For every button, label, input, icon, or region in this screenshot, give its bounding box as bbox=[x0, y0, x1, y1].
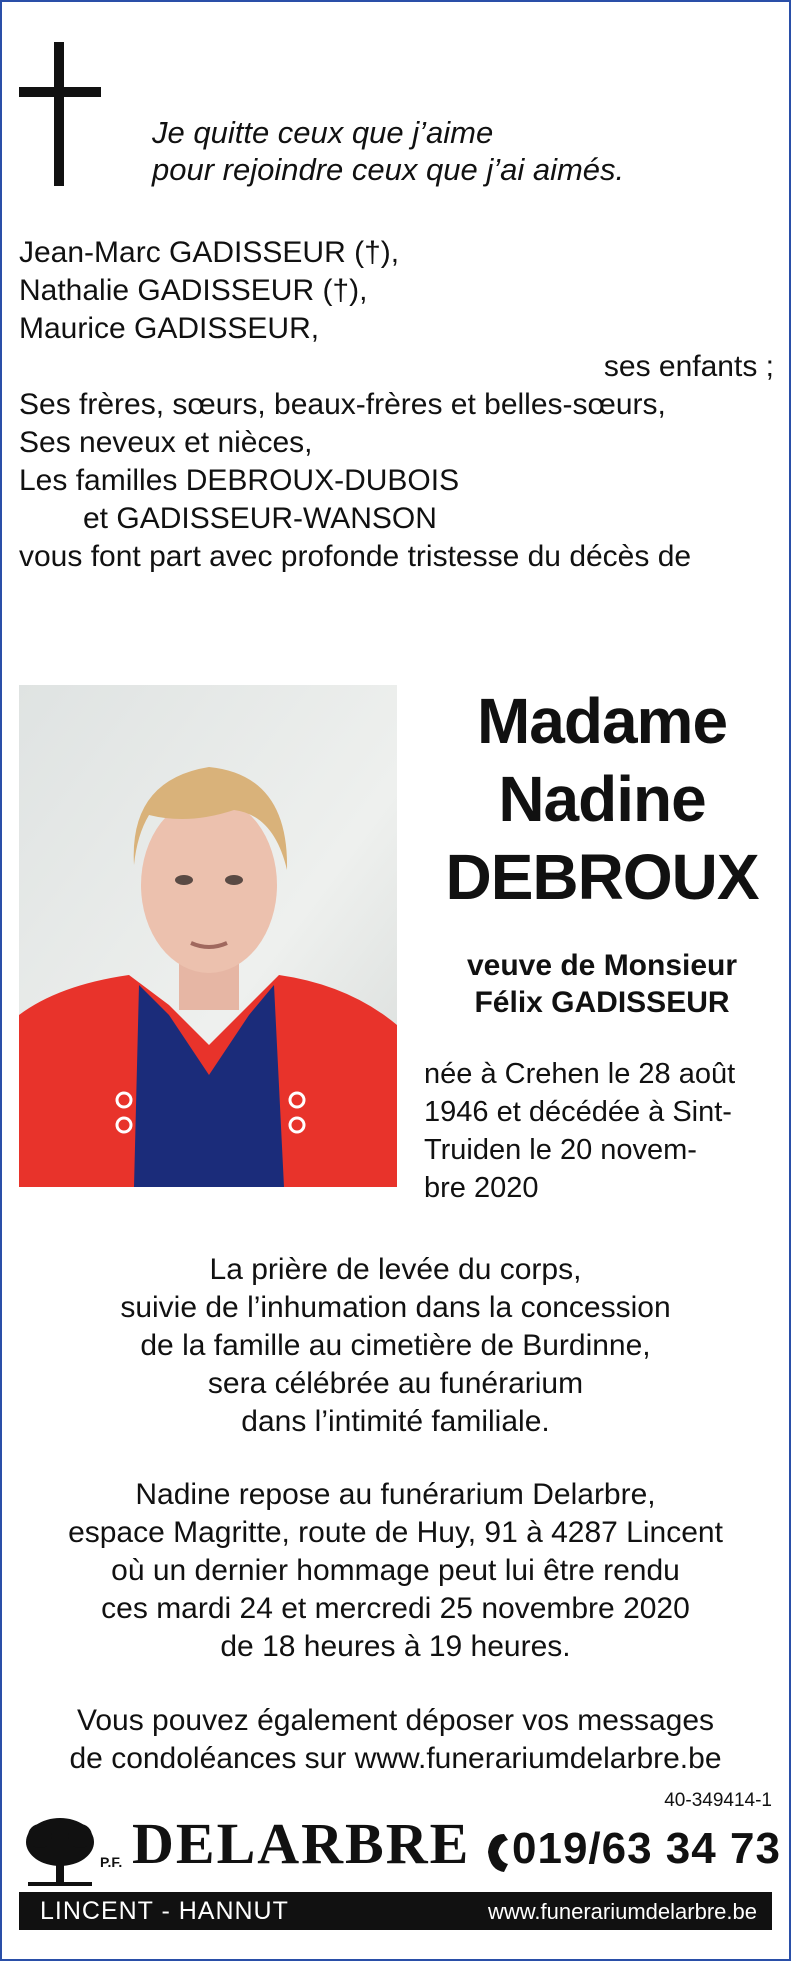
born-line: bre 2020 bbox=[424, 1172, 539, 1204]
ceremony-line: de la famille au cimetière de Burdinne, bbox=[140, 1329, 651, 1362]
ceremony-line: dans l’intimité familiale. bbox=[241, 1405, 550, 1438]
footer-city: LINCENT - HANNUT bbox=[40, 1897, 289, 1925]
birth-death-info bbox=[424, 1055, 776, 1207]
ceremony-line: La prière de levée du corps, bbox=[209, 1253, 582, 1286]
condolences-line: Vous pouvez également déposer vos messages bbox=[76, 1704, 715, 1737]
visit-line: où un dernier hommage peut lui être rendu bbox=[111, 1554, 680, 1587]
condolences-text bbox=[2, 1702, 789, 1778]
widow-line: veuve de Monsieur bbox=[466, 949, 738, 982]
reference-number: 40-349414-1 bbox=[664, 1790, 772, 1811]
tree-logo-icon bbox=[22, 1816, 98, 1888]
born-line: 1946 et décédée à Sint- bbox=[424, 1096, 732, 1128]
cross-icon-bar bbox=[19, 87, 101, 97]
visit-line: espace Magritte, route de Huy, 91 à 4287 Lincent bbox=[68, 1516, 723, 1549]
epitaph-quote bbox=[152, 114, 624, 188]
widow-line: Félix GADISSEUR bbox=[474, 986, 730, 1019]
quote-line: Je quitte ceux que j’aime bbox=[152, 115, 494, 150]
deceased-first-name: Nadine bbox=[498, 763, 706, 835]
deceased-title: Madame bbox=[476, 685, 728, 757]
widow-of bbox=[422, 947, 782, 1021]
condolences-line: de condoléances sur www.funerariumdelarbre.be bbox=[69, 1742, 722, 1775]
ceremony-text bbox=[2, 1251, 789, 1441]
family-announcement bbox=[19, 234, 774, 576]
ceremony-line: sera célébrée au funérarium bbox=[207, 1367, 584, 1400]
born-line: Truiden le 20 novem- bbox=[424, 1134, 697, 1166]
portrait-photo bbox=[19, 685, 397, 1187]
deceased-name bbox=[422, 682, 782, 916]
family-line: vous font part avec profonde tristesse du décès de bbox=[19, 540, 692, 573]
visit-line: ces mardi 24 et mercredi 25 novembre 2020 bbox=[101, 1592, 690, 1625]
phone-icon bbox=[482, 1830, 512, 1876]
visit-line: Nadine repose au funérarium Delarbre, bbox=[135, 1478, 656, 1511]
family-line: Ses frères, sœurs, beaux-frères et belles-sœurs, bbox=[19, 388, 666, 421]
deceased-last-name: DEBROUX bbox=[445, 841, 759, 913]
family-line: Maurice GADISSEUR, bbox=[19, 312, 320, 345]
cross-icon bbox=[54, 42, 64, 186]
family-line: Nathalie GADISSEUR (†), bbox=[19, 274, 368, 307]
family-line: et GADISSEUR-WANSON bbox=[83, 502, 437, 535]
quote-line: pour rejoindre ceux que j’ai aimés. bbox=[152, 152, 625, 187]
ceremony-line: suivie de l’inhumation dans la concession bbox=[120, 1291, 671, 1324]
phone-number[interactable]: 019/63 34 73 bbox=[512, 1824, 781, 1873]
visit-line: de 18 heures à 19 heures. bbox=[220, 1630, 571, 1663]
footer-website-link[interactable]: www.funerariumdelarbre.be bbox=[487, 1899, 757, 1924]
family-line: Jean-Marc GADISSEUR (†), bbox=[19, 236, 400, 269]
family-line: ses enfants ; bbox=[603, 350, 774, 383]
brand-logo: DELARBRE bbox=[132, 1811, 471, 1876]
born-line: née à Crehen le 28 août bbox=[424, 1058, 736, 1090]
family-line: Les familles DEBROUX-DUBOIS bbox=[19, 464, 460, 497]
pf-label: P.F. bbox=[100, 1854, 123, 1870]
visitation-text bbox=[2, 1476, 789, 1666]
family-line: Ses neveux et nièces, bbox=[19, 426, 313, 459]
